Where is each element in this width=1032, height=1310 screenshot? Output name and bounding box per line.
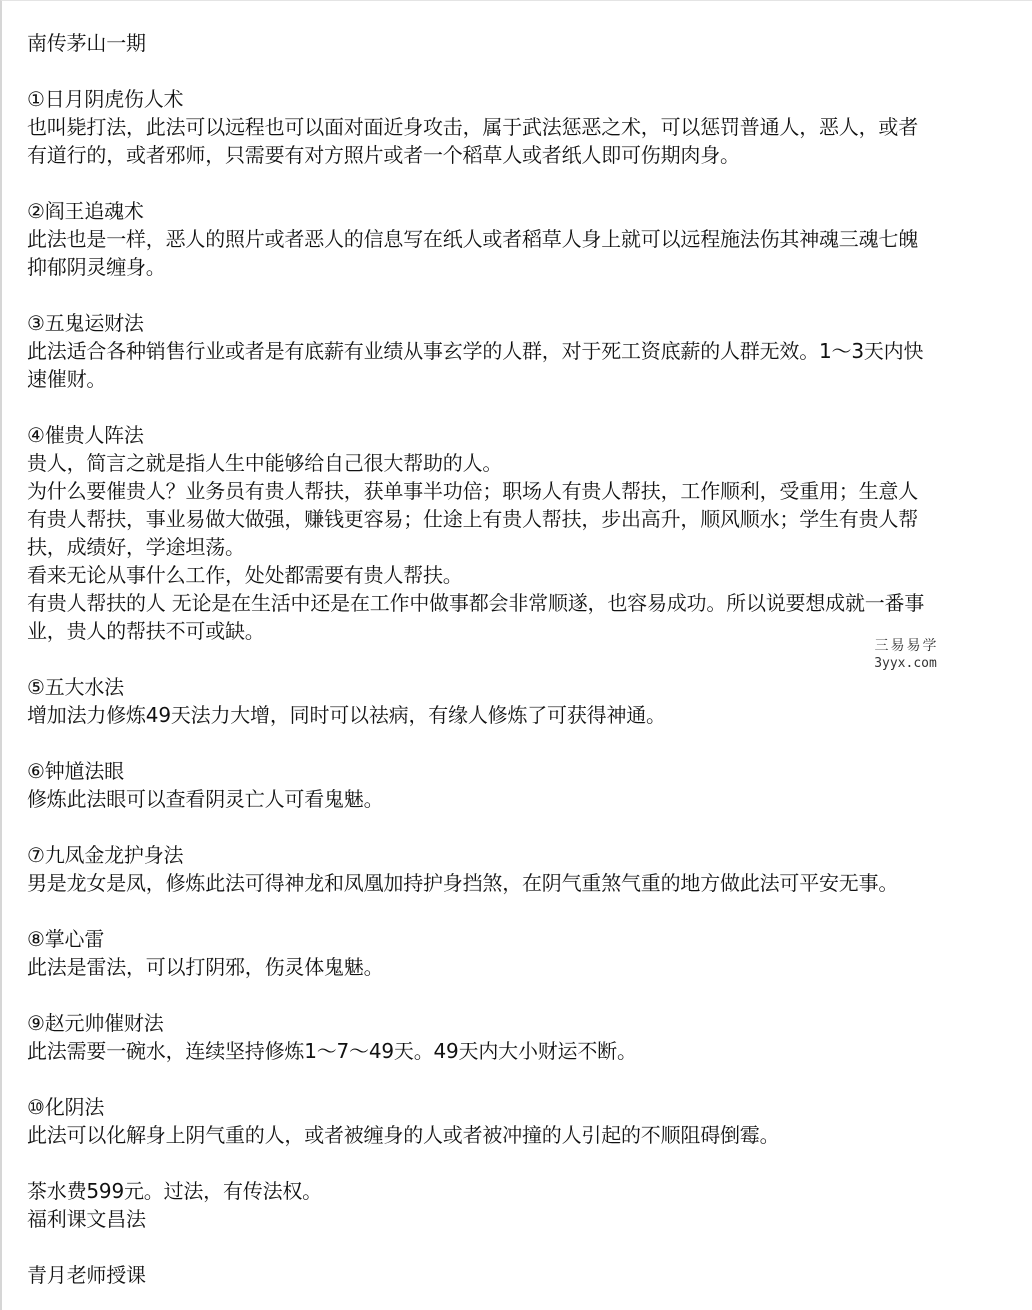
section-10 xyxy=(27,1093,1027,1149)
section-1 xyxy=(27,85,1027,169)
bonus-line: 福利课文昌法 xyxy=(27,1207,146,1231)
section-heading: ⑤五大水法 xyxy=(27,675,124,699)
section-text: 此法适合各种销售行业或者是有底薪有业绩从事玄学的人群，对于死工资底薪的人群无效。1～3天内快 xyxy=(27,339,924,363)
section-7 xyxy=(27,841,1027,897)
section-text: 扶，成绩好，学途坦荡。 xyxy=(27,535,245,559)
section-heading: ⑥钟馗法眼 xyxy=(27,759,124,783)
fee-line: 茶水费599元。过法，有传法权。 xyxy=(27,1179,322,1203)
section-text: 速催财。 xyxy=(27,367,107,391)
section-text: 有道行的，或者邪师，只需要有对方照片或者一个稻草人或者纸人即可伤期肉身。 xyxy=(27,143,740,167)
section-4 xyxy=(27,421,1027,645)
section-heading: ⑦九凤金龙护身法 xyxy=(27,843,184,867)
site-watermark xyxy=(774,629,1027,681)
section-text: 此法可以化解身上阴气重的人，或者被缠身的人或者被冲撞的人引起的不顺阻碍倒霉。 xyxy=(27,1123,780,1147)
section-text: 有贵人帮扶，事业易做大做强，赚钱更容易；仕途上有贵人帮扶，步出高升，顺风顺水；学生有贵人帮 xyxy=(27,507,918,531)
section-9 xyxy=(27,1009,1027,1065)
document-title: 南传茅山一期 xyxy=(27,31,146,55)
section-text: 抑郁阴灵缠身。 xyxy=(27,255,166,279)
watermark-name: 三易易学 xyxy=(874,638,939,654)
section-text: 贵人，简言之就是指人生中能够给自己很大帮助的人。 xyxy=(27,451,503,475)
section-text: 此法也是一样，恶人的照片或者恶人的信息写在纸人或者稻草人身上就可以远程施法伤其神魂三魂七魄 xyxy=(27,227,918,251)
section-6 xyxy=(27,757,1027,813)
section-8 xyxy=(27,925,1027,981)
section-heading: ⑨赵元帅催财法 xyxy=(27,1011,164,1035)
section-2 xyxy=(27,197,1027,281)
section-3 xyxy=(27,309,1027,393)
section-text: 业，贵人的帮扶不可或缺。 xyxy=(27,619,265,643)
section-text: 也叫毙打法，此法可以远程也可以面对面近身攻击，属于武法惩恶之术，可以惩罚普通人，恶人，或者 xyxy=(27,115,918,139)
section-heading: ②阎王追魂术 xyxy=(27,199,144,223)
section-text: 看来无论从事什么工作，处处都需要有贵人帮扶。 xyxy=(27,563,463,587)
section-heading: ①日月阴虎伤人术 xyxy=(27,87,184,111)
section-text: 增加法力修炼49天法力大增，同时可以祛病，有缘人修炼了可获得神通。 xyxy=(27,703,666,727)
section-text: 有贵人帮扶的人 无论是在生活中还是在工作中做事都会非常顺遂，也容易成功。所以说要想成就一番事 xyxy=(27,591,925,615)
section-text: 修炼此法眼可以查看阴灵亡人可看鬼魅。 xyxy=(27,787,384,811)
section-heading: ④催贵人阵法 xyxy=(27,423,144,447)
section-text: 此法需要一碗水，连续坚持修炼1～7～49天。49天内大小财运不断。 xyxy=(27,1039,637,1063)
section-text: 男是龙女是凤，修炼此法可得神龙和凤凰加持护身挡煞，在阴气重煞气重的地方做此法可平安无事。 xyxy=(27,871,899,895)
section-heading: ⑧掌心雷 xyxy=(27,927,105,951)
section-text: 此法是雷法，可以打阴邪，伤灵体鬼魅。 xyxy=(27,955,384,979)
section-heading: ⑩化阴法 xyxy=(27,1095,105,1119)
teacher-line: 青月老师授课 xyxy=(27,1263,146,1287)
watermark-url: 3yyx.com xyxy=(874,656,937,671)
section-heading: ③五鬼运财法 xyxy=(27,311,144,335)
section-5 xyxy=(27,673,1027,729)
section-text: 为什么要催贵人？业务员有贵人帮扶，获单事半功倍；职场人有贵人帮扶，工作顺利，受重用；生意人 xyxy=(27,479,918,503)
